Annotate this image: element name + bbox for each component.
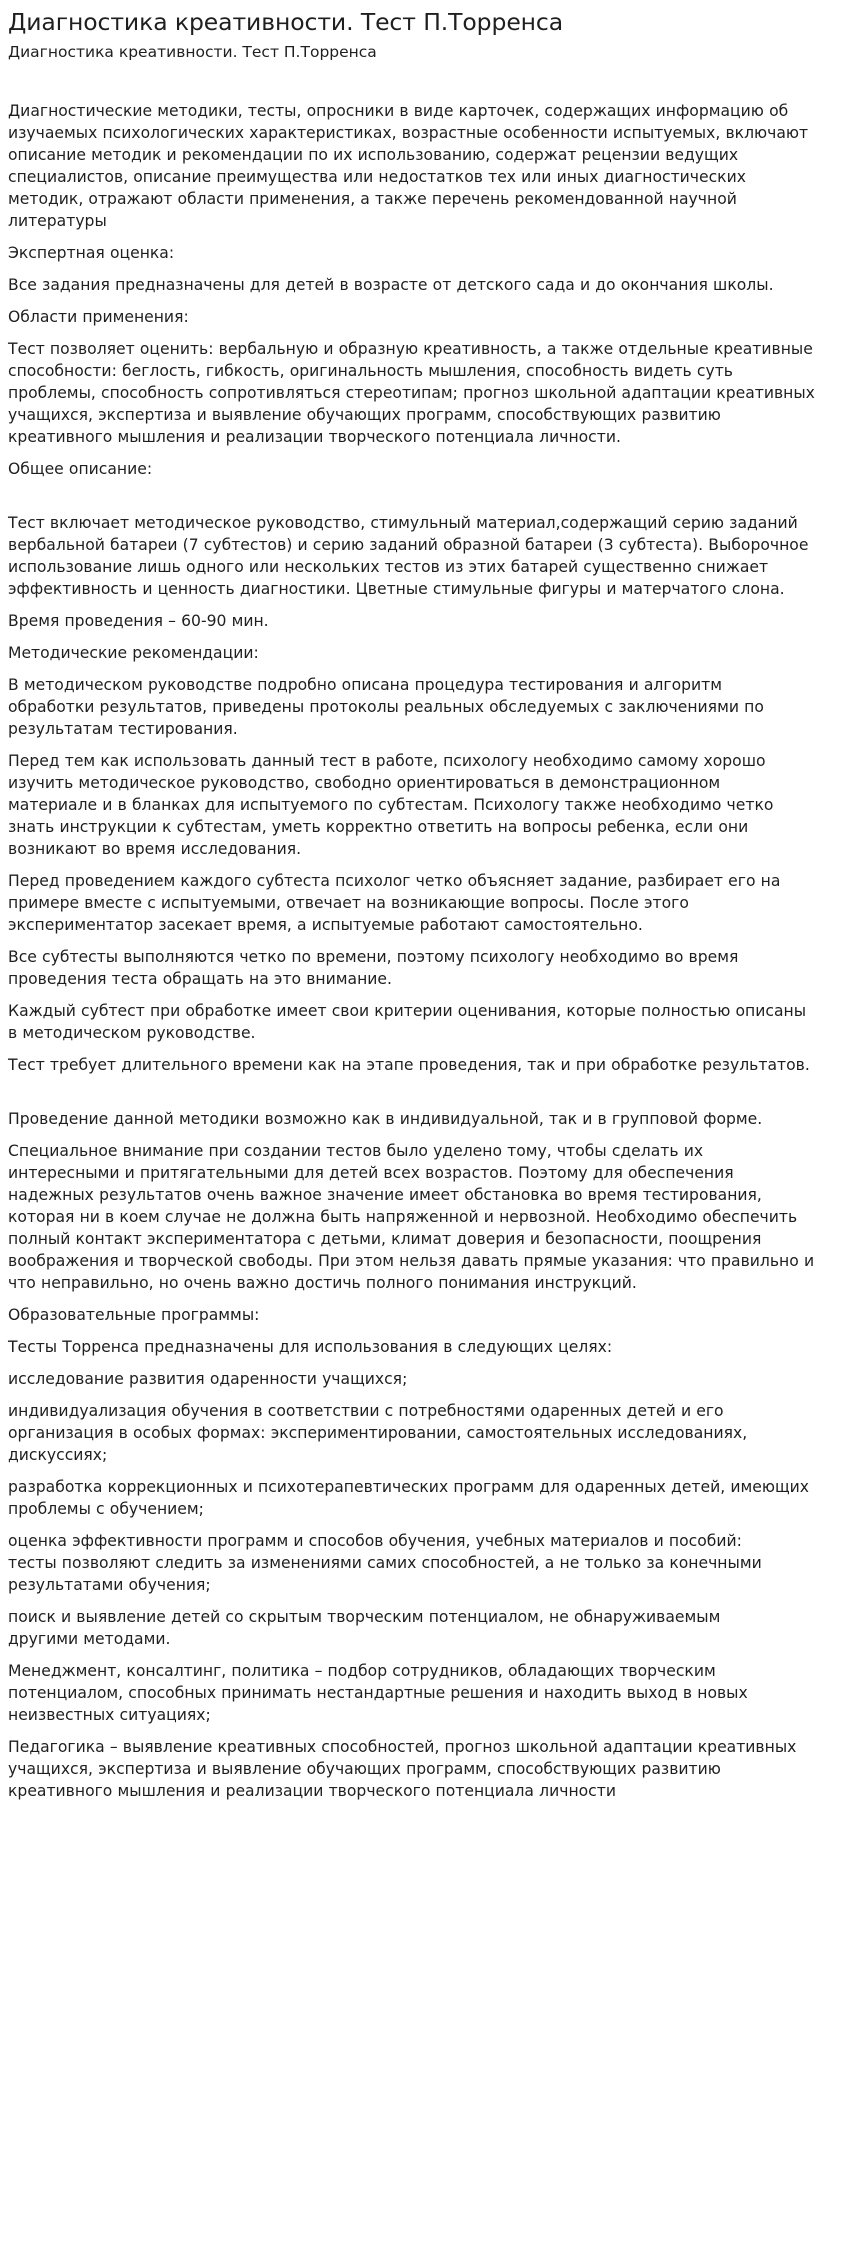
paragraph-line: потенциалом, способных принимать нестандартные решения и находить выход в новых [8,1684,748,1702]
paragraph-line: индивидуализация обучения в соответствии с потребностями одаренных детей и его [8,1402,724,1420]
paragraph-line: полный контакт экспериментатора с детьми, климат доверия и безопасности, поощрения [8,1230,762,1248]
paragraph-line: Тесты Торренса предназначены для использования в следующих целях: [8,1338,613,1356]
paragraph-line: Все субтесты выполняются четко по времени, поэтому психологу необходимо во время [8,948,739,966]
paragraph [8,674,839,740]
paragraph-line: Тест требует длительного времени как на этапе проведения, так и при обработке результатов. [8,1056,810,1074]
paragraph [8,946,839,990]
paragraph-line: оценка эффективности программ и способов обучения, учебных материалов и пособий: [8,1532,742,1550]
paragraph-line: проблемы, способность сопротивляться стереотипам; прогноз школьной адаптации креативных [8,384,815,402]
paragraph [8,1140,839,1294]
paragraph [8,1304,839,1326]
paragraph-line: исследование развития одаренности учащихся; [8,1370,408,1388]
paragraph-line: в методическом руководстве. [8,1024,256,1042]
paragraph-line: Тест включает методическое руководство, стимульный материал,содержащий серию заданий [8,514,798,532]
paragraph-line: поиск и выявление детей со скрытым творческим потенциалом, не обнаруживаемым [8,1608,721,1626]
paragraph-line: Специальное внимание при создании тестов было уделено тому, чтобы сделать их [8,1142,704,1160]
paragraph [8,274,839,296]
paragraph-line: проблемы с обучением; [8,1500,204,1518]
paragraph-line: использование лишь одного или нескольких тестов из этих батарей существенно снижает [8,558,769,576]
paragraph [8,1476,839,1520]
paragraph [8,242,839,264]
paragraph [8,1400,839,1466]
paragraph-line: литературы [8,212,107,230]
paragraph-line: изучить методическое руководство, свободно ориентироваться в демонстрационном [8,774,721,792]
paragraph-line: специалистов, описание преимущества или недостатков тех или иных диагностических [8,168,746,186]
paragraph [8,1606,839,1650]
paragraph-line: Перед проведением каждого субтеста психолог четко объясняет задание, разбирает его на [8,872,781,890]
paragraph-line: что неправильно, но очень важно достичь полного понимания инструкций. [8,1274,637,1292]
paragraph-line: описание методик и рекомендации по их использованию, содержат рецензии ведущих [8,146,739,164]
paragraph-line: примере вместе с испытуемыми, отвечает на возникающие вопросы. После этого [8,894,689,912]
paragraph-line: материале и в бланках для испытуемого по субтестам. Психологу также необходимо четко [8,796,774,814]
paragraph-line: знать инструкции к субтестам, уметь корректно ответить на вопросы ребенка, если они [8,818,749,836]
paragraph-line: Педагогика – выявление креативных способностей, прогноз школьной адаптации креативных [8,1738,797,1756]
paragraph [8,870,839,936]
paragraph-line: результатами обучения; [8,1576,211,1594]
page-subtitle: Диагностика креативности. Тест П.Торренса [8,43,377,61]
paragraph-line: проведения теста обращать на это внимание. [8,970,392,988]
paragraph-line: Диагностические методики, тесты, опросники в виде карточек, содержащих информацию об [8,102,789,120]
paragraph-line: результатам тестирования. [8,720,238,738]
paragraph-line: Каждый субтест при обработке имеет свои критерии оценивания, которые полностью описаны [8,1002,807,1020]
paragraph-line: Тест позволяет оценить: вербальную и образную креативность, а также отдельные креативные [8,340,813,358]
paragraph [8,1336,839,1358]
paragraph [8,1108,839,1130]
paragraph [8,338,839,448]
paragraph-line: экспериментатор засекает время, а испытуемые работают самостоятельно. [8,916,643,934]
paragraph-line: креативного мышления и реализации творческого потенциала личности. [8,428,621,446]
paragraph-line: Проведение данной методики возможно как в индивидуальной, так и в групповой форме. [8,1110,763,1128]
paragraph [8,610,839,632]
paragraph-line: другими методами. [8,1630,171,1648]
paragraph [8,750,839,860]
paragraph-line: организация в особых формах: экспериментировании, самостоятельных исследованиях, [8,1424,748,1442]
paragraph-line: эффективность и ценность диагностики. Цветные стимульные фигуры и матерчатого слона. [8,580,785,598]
paragraph [8,642,839,664]
paragraph-line: Общее описание: [8,460,153,478]
paragraph-line: Время проведения – 60-90 мин. [8,612,269,630]
paragraph-line: Экспертная оценка: [8,244,175,262]
paragraph [8,512,839,600]
paragraph-line: учащихся, экспертиза и выявление обучающих программ, способствующих развитию [8,406,721,424]
paragraph-line: методик, отражают области применения, а также перечень рекомендованной научной [8,190,737,208]
paragraph-line: обработки результатов, приведены протоколы реальных обследуемых с заключениями по [8,698,764,716]
paragraph-line: дискуссиях; [8,1446,108,1464]
paragraph-line: учащихся, экспертиза и выявление обучающих программ, способствующих развитию [8,1760,721,1778]
article-body [8,100,839,1802]
paragraph-line: воображения и творческой свободы. При этом нельзя давать прямые указания: что правильно и [8,1252,815,1270]
page-title: Диагностика креативности. Тест П.Торренса [8,8,564,36]
paragraph [8,306,839,328]
paragraph-line: возникают во время исследования. [8,840,302,858]
paragraph-line: которая ни в коем случае не должна быть напряженной и нервозной. Необходимо обеспечить [8,1208,798,1226]
paragraph [8,1054,839,1076]
paragraph-line: неизвестных ситуациях; [8,1706,211,1724]
paragraph-line: Образовательные программы: [8,1306,260,1324]
paragraph-line: вербальной батареи (7 субтестов) и серию заданий образной батареи (3 субтеста). Выборочное [8,536,809,554]
paragraph-line: Менеджмент, консалтинг, политика – подбор сотрудников, обладающих творческим [8,1662,716,1680]
paragraph [8,1368,839,1390]
paragraph-line: тесты позволяют следить за изменениями самих способностей, а не только за конечными [8,1554,762,1572]
paragraph [8,1000,839,1044]
paragraph-line: надежных результатов очень важное значение имеет обстановка во время тестирования, [8,1186,762,1204]
paragraph-line: способности: беглость, гибкость, оригинальность мышления, способность видеть суть [8,362,733,380]
paragraph-line: Все задания предназначены для детей в возрасте от детского сада и до окончания школы. [8,276,774,294]
paragraph-line: креативного мышления и реализации творческого потенциала личности [8,1782,616,1800]
paragraph-line: Перед тем как использовать данный тест в работе, психологу необходимо самому хорошо [8,752,766,770]
paragraph [8,1736,839,1802]
paragraph [8,1530,839,1596]
paragraph [8,1660,839,1726]
paragraph-line: изучаемых психологических характеристиках, возрастные особенности испытуемых, включают [8,124,809,142]
paragraph-line: В методическом руководстве подробно описана процедура тестирования и алгоритм [8,676,722,694]
paragraph [8,100,839,232]
paragraph-line: разработка коррекционных и психотерапевтических программ для одаренных детей, имеющих [8,1478,810,1496]
paragraph-line: Области применения: [8,308,189,326]
paragraph-line: интересными и притягательными для детей всех возрастов. Поэтому для обеспечения [8,1164,734,1182]
paragraph [8,458,839,480]
paragraph-line: Методические рекомендации: [8,644,259,662]
